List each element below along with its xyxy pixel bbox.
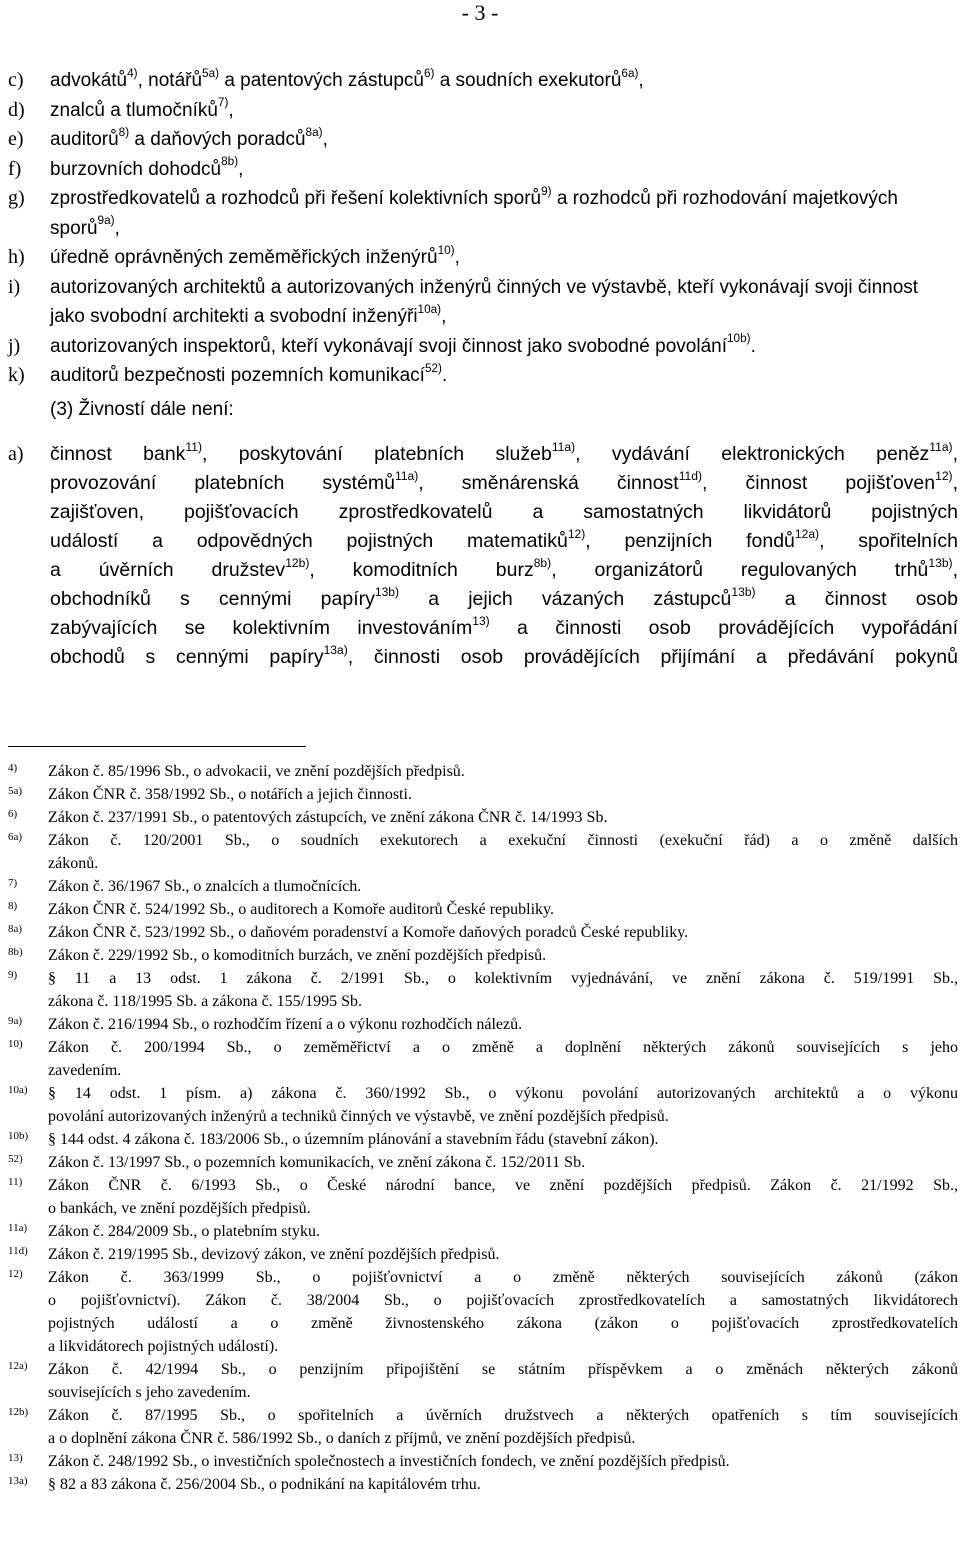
list-item-text: autorizovaných inspektorů, kteří vykonávají svoji činnost jako svobodné povolání$^{10b)}$.	[50, 332, 756, 357]
footnote	[8, 1266, 958, 1358]
footnote	[8, 783, 958, 806]
list-item	[8, 96, 958, 126]
footnote-text: Zákon č. 237/1991 Sb., o patentových zástupcích, ve znění zákona ČNR č. 14/1993 Sb.	[48, 809, 608, 826]
list-marker: k)	[8, 364, 25, 386]
footnote	[8, 1151, 958, 1174]
footnote-marker: 11a)	[8, 1222, 28, 1234]
footnote-marker: 10)	[8, 1038, 23, 1050]
footnote	[8, 1174, 958, 1220]
footnote-ref: 13b)	[374, 584, 400, 599]
footnote-marker: 8)	[8, 900, 18, 912]
footnote-text: o pojišťovnictví). Zákon č. 38/2004 Sb., o pojišťovacích zprostředkovatelích a samostatných likvidátorech	[48, 1292, 958, 1309]
footnotes	[8, 760, 958, 1496]
list-marker: c)	[8, 69, 24, 91]
list-item-text-line: událostí a odpovědných pojistných matematiků$^{12)}$, penzijních fondů$^{12a)}$, spořitelních	[50, 526, 959, 552]
footnote	[8, 1082, 958, 1128]
list-marker: g)	[8, 187, 25, 209]
list-item-text-line: obchodníků s cennými papíry$^{13b)}$ a jejich vázaných zástupců$^{13b)}$ a činnost osob	[50, 584, 958, 610]
footnote	[8, 1036, 958, 1082]
list-marker: f)	[8, 157, 22, 180]
list-item-text: znalců a tlumočníků$^{7)}$,	[50, 96, 234, 121]
footnote-text: Zákon č. 42/1994 Sb., o penzijním připojištění se státním příspěvkem a o změnách některých zákonů	[48, 1361, 958, 1378]
footnote-marker: 8b)	[8, 946, 23, 958]
list-marker: j)	[8, 334, 21, 357]
footnote-text: Zákon č. 85/1996 Sb., o advokacii, ve znění pozdějších předpisů.	[48, 763, 465, 780]
footnote-ref: 12)	[935, 468, 953, 483]
list-item	[8, 66, 958, 96]
footnote-ref: 6a)	[621, 66, 639, 80]
footnote-ref: 11a)	[929, 439, 953, 454]
footnote-ref: 8b)	[221, 155, 239, 169]
footnote-text: Zákon č. 363/1999 Sb., o pojišťovnictví a o změně některých souvisejících zákonů (zákon	[48, 1269, 958, 1286]
list-item-text-line: činnost bank$^{11)}$, poskytování platebních služeb$^{11a)}$, vydávání elektronických peněz$^{11a)}$,	[50, 439, 958, 465]
list-item-text: advokátů$^{4)}$, notářů$^{5a)}$ a patentových zástupců$^{6)}$ a soudních exekutorů$^{6a)}$,	[50, 66, 644, 91]
footnote	[8, 1220, 958, 1243]
footnote	[8, 1358, 958, 1404]
list-marker: h)	[8, 246, 25, 268]
footnote-text: Zákon ČNR č. 6/1993 Sb., o České národní bance, ve znění pozdějších předpisů. Zákon č. 21/1992 Sb.,	[48, 1177, 958, 1194]
footnote-text: Zákon č. 87/1995 Sb., o spořitelních a úvěrních družstvech a některých opatřeních s tím souvisejících	[48, 1407, 958, 1424]
list-item-text-line: zabývajících se kolektivním investováním$^{13)}$ a činnosti osob provádějících vypořádání	[50, 613, 958, 639]
footnote-ref: 11a)	[395, 468, 419, 483]
list-marker: a)	[8, 443, 24, 465]
footnote-text: Zákon č. 13/1997 Sb., o pozemních komunikacích, ve znění zákona č. 152/2011 Sb.	[48, 1154, 586, 1171]
exemption-list-continued	[8, 66, 958, 391]
list-item	[8, 273, 958, 332]
footnote-ref: 10)	[437, 243, 455, 257]
footnote	[8, 944, 958, 967]
footnote-marker: 6)	[8, 808, 18, 820]
list-item-text: úředně oprávněných zeměměřických inženýrů$^{10)}$,	[50, 243, 460, 268]
footnote-marker: 9a)	[8, 1015, 23, 1027]
footnote	[8, 1450, 958, 1473]
footnote-ref: 13a)	[323, 642, 348, 657]
list-item-text-line: provozování platebních systémů$^{11a)}$, směnárenská činnost$^{11d)}$, činnost pojišťoven$^{12)}$,	[50, 468, 958, 494]
footnote	[8, 1013, 958, 1036]
footnote-text: Zákon č. 219/1995 Sb., devizový zákon, ve znění pozdějších předpisů.	[48, 1246, 500, 1263]
footnote-ref: 8a)	[305, 125, 323, 139]
footnote-text: Zákon č. 216/1994 Sb., o rozhodčím řízení a o výkonu rozhodčích nálezů.	[48, 1016, 523, 1033]
footnote-marker: 9)	[8, 969, 18, 981]
footnote-text: Zákon č. 248/1992 Sb., o investičních společnostech a investičních fondech, ve znění pozdějších předpisů.	[48, 1453, 730, 1470]
footnote-ref: 4)	[127, 66, 138, 80]
footnote-marker: 12b)	[8, 1406, 29, 1418]
footnote	[8, 898, 958, 921]
footnote-ref: 11a)	[551, 439, 576, 454]
footnote-marker: 8a)	[8, 923, 23, 935]
footnote-ref: 10b)	[727, 332, 751, 346]
list-item-text-line: obchodů s cennými papíry$^{13a)}$, činnosti osob provádějících přijímání a předávání pokynů	[50, 642, 958, 668]
footnote-text: Zákon č. 120/2001 Sb., o soudních exekutorech a exekuční činnosti (exekuční řád) a o změně dalších	[48, 832, 958, 849]
list-item	[8, 361, 958, 391]
footnote-marker: 10b)	[8, 1130, 29, 1142]
footnote-marker: 7)	[8, 877, 18, 889]
footnote-text: § 82 a 83 zákona č. 256/2004 Sb., o podnikání na kapitálovém trhu.	[48, 1476, 481, 1493]
list-item-text: auditorů bezpečnosti pozemních komunikací$^{52)}$.	[50, 361, 448, 386]
footnote-marker: 5a)	[8, 785, 23, 797]
footnote	[8, 875, 958, 898]
footnote-text: a o doplnění zákona ČNR č. 586/1992 Sb., o daních z příjmů, ve znění pozdějších předpisů.	[48, 1430, 636, 1447]
footnote	[8, 967, 958, 1013]
list-item-text: burzovních dohodců$^{8b)}$,	[50, 155, 244, 180]
footnote-ref: 12a)	[794, 526, 820, 541]
footnote-text: a likvidátorech pojistných událostí).	[48, 1338, 279, 1355]
footnote-text: § 11 a 13 odst. 1 zákona č. 2/1991 Sb., o kolektivním vyjednávání, ve znění zákona č. 519/1991 Sb.,	[48, 970, 958, 987]
list-item	[8, 155, 958, 185]
footnote-marker: 52)	[8, 1153, 23, 1165]
footnote-text: Zákon ČNR č. 524/1992 Sb., o auditorech a Komoře auditorů České republiky.	[48, 901, 554, 918]
footnote-ref: 13b)	[928, 555, 953, 570]
footnote-separator	[8, 746, 306, 747]
list-item-text: zprostředkovatelů a rozhodců při řešení kolektivních sporů$^{9)}$ a rozhodců při rozhodování majetkových sporů$^{9a)}$,	[50, 184, 898, 239]
footnote	[8, 1404, 958, 1450]
footnote	[8, 921, 958, 944]
list-item	[8, 243, 958, 273]
list-item-text: autorizovaných architektů a autorizovaných inženýrů činných ve výstavbě, kteří vykonávají svoji činnost jako svobodní architekti a svobodní inženýři$^{10a)}$,	[50, 276, 919, 327]
footnote-text: Zákon č. 36/1967 Sb., o znalcích a tlumočnících.	[48, 878, 362, 895]
list-marker: e)	[8, 128, 24, 150]
footnote-marker: 4)	[8, 762, 18, 774]
list-marker: d)	[8, 98, 25, 121]
list-item-text-line: a úvěrních družstev$^{12b)}$, komoditních burz$^{8b)}$, organizátorů regulovaných trhů$^{13b)}$,	[50, 555, 958, 581]
list-marker: i)	[8, 275, 21, 298]
footnote-text: § 144 odst. 4 zákona č. 183/2006 Sb., o územním plánování a stavebním řádu (stavební zákon).	[48, 1131, 659, 1148]
footnote-ref: 11d)	[678, 468, 703, 483]
footnote	[8, 1473, 958, 1496]
footnote-ref: 8)	[118, 125, 130, 139]
footnote-marker: 13a)	[8, 1475, 28, 1487]
footnote-ref: 13b)	[731, 584, 756, 599]
footnote-ref: 10a)	[417, 302, 442, 316]
list-item	[8, 184, 958, 243]
footnote-text: souvisejících s jeho zavedením.	[48, 1384, 251, 1401]
page-number: - 3 -	[461, 0, 499, 25]
footnote-ref: 9)	[541, 184, 552, 198]
footnote-text: zákona č. 118/1995 Sb. a zákona č. 155/1995 Sb.	[48, 993, 363, 1010]
footnote-text: zákonů.	[48, 855, 99, 872]
footnote	[8, 760, 958, 783]
footnote-ref: 5a)	[202, 66, 220, 80]
list-item	[8, 332, 958, 362]
footnote-ref: 8b)	[533, 555, 552, 570]
footnote-text: Zákon ČNR č. 358/1992 Sb., o notářích a jejich činnosti.	[48, 786, 412, 803]
footnote-marker: 10a)	[8, 1084, 28, 1096]
footnote-ref: 52)	[424, 361, 442, 375]
footnote	[8, 1243, 958, 1266]
footnote-ref: 9a)	[97, 214, 115, 228]
not-trade-list	[8, 440, 958, 672]
footnote-text: Zákon ČNR č. 523/1992 Sb., o daňovém poradenství a Komoře daňových poradců České republiky.	[48, 924, 689, 941]
list-item	[8, 440, 958, 672]
footnote-marker: 11d)	[8, 1245, 28, 1257]
list-item	[8, 125, 958, 155]
footnote-marker: 12)	[8, 1268, 23, 1280]
section-3-heading: (3) Živností dále není:	[50, 399, 234, 420]
footnote	[8, 806, 958, 829]
footnote-text: Zákon č. 200/1994 Sb., o zeměměřictví a o změně a doplnění některých zákonů souvisejících s jeho	[48, 1039, 958, 1056]
footnote-ref: 11)	[185, 439, 202, 454]
footnote-ref: 12)	[567, 526, 586, 541]
footnote-ref: 7)	[217, 96, 229, 110]
footnote-ref: 6)	[423, 66, 435, 80]
footnote-text: Zákon č. 229/1992 Sb., o komoditních burzách, ve znění pozdějších předpisů.	[48, 947, 547, 964]
footnote	[8, 1128, 958, 1151]
footnote-marker: 11)	[8, 1176, 23, 1188]
footnote-text: povolání autorizovaných inženýrů a techniků činných ve výstavbě, ve znění pozdějších předpisů.	[48, 1108, 669, 1125]
footnote-marker: 13)	[8, 1452, 23, 1464]
footnote-marker: 6a)	[8, 831, 23, 843]
footnote-text: § 14 odst. 1 písm. a) zákona č. 360/1992 Sb., o výkonu povolání autorizovaných architektů a o výkonu	[48, 1085, 958, 1102]
footnote-text: zavedením.	[48, 1062, 122, 1079]
footnote-ref: 12b)	[285, 555, 310, 570]
footnote-text: Zákon č. 284/2009 Sb., o platebním styku.	[48, 1223, 320, 1240]
list-item-text: auditorů$^{8)}$ a daňových poradců$^{8a)}$,	[50, 125, 328, 150]
footnote-text: o bankách, ve znění pozdějších předpisů.	[48, 1200, 311, 1217]
footnote-ref: 13)	[472, 613, 490, 628]
footnote-text: pojistných událostí a o změně živnostenského zákona (zákon o pojišťovacích zprostředkovatelích	[48, 1315, 958, 1332]
footnote-marker: 12a)	[8, 1360, 28, 1372]
list-item-text-line: zajišťoven, pojišťovacích zprostředkovatelů a samostatných likvidátorů pojistných	[50, 501, 958, 523]
footnote	[8, 829, 958, 875]
